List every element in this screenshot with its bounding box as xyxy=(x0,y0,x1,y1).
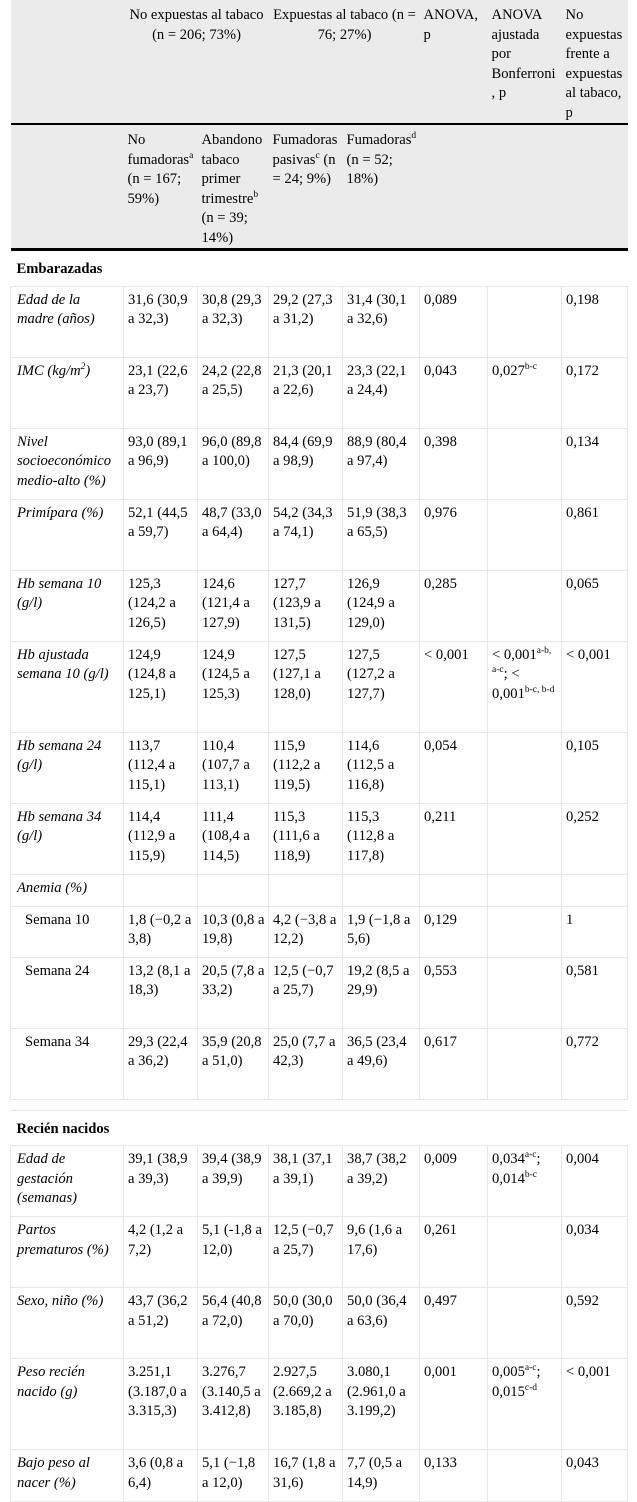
row-label: Edad de la madre (años) xyxy=(11,286,124,357)
cell-bonf: 0,027$^{b-c}$ xyxy=(488,357,562,428)
section-row xyxy=(11,250,628,287)
row-label: Bajo peso al nacer (%) xyxy=(11,1450,124,1502)
row-label: Partos prematuros (%) xyxy=(11,1217,124,1288)
row-label: Hb semana 34 (g/l) xyxy=(11,803,124,874)
table-row xyxy=(11,1217,628,1288)
cell-anova: 0,133 xyxy=(420,1450,488,1502)
cell-anova: 0,497 xyxy=(420,1288,488,1359)
cell-value: 35,9 (20,8 a 51,0) xyxy=(198,1028,269,1099)
row-label: Sexo, niño (%) xyxy=(11,1288,124,1359)
table-row xyxy=(11,641,628,732)
cell-anova: 0,054 xyxy=(420,732,488,803)
table-row xyxy=(11,803,628,874)
header-blank-5 xyxy=(562,124,628,250)
cell-anova: < 0,001 xyxy=(420,641,488,732)
data-table xyxy=(10,0,628,1502)
cell-nv: 0,581 xyxy=(562,957,628,1028)
table-row xyxy=(11,499,628,570)
cell-value: 52,1 (44,5 a 59,7) xyxy=(124,499,198,570)
cell-value: 127,5 (127,2 a 127,7) xyxy=(343,641,420,732)
table-row xyxy=(11,1146,628,1217)
cell-value: 111,4 (108,4 a 114,5) xyxy=(198,803,269,874)
cell-value: 9,6 (1,6 a 17,6) xyxy=(343,1217,420,1288)
cell-value: 126,9 (124,9 a 129,0) xyxy=(343,570,420,641)
cell-value: 31,4 (30,1 a 32,6) xyxy=(343,286,420,357)
cell-nv: 1 xyxy=(562,906,628,957)
header-blank xyxy=(11,0,124,124)
cell-value: 2.927,5 (2.669,2 a 3.185,8) xyxy=(269,1359,343,1450)
cell-value: 36,5 (23,4 a 49,6) xyxy=(343,1028,420,1099)
cell-value: 113,7 (112,4 a 115,1) xyxy=(124,732,198,803)
cell-value: 7,7 (0,5 a 14,9) xyxy=(343,1450,420,1502)
cell-value: 38,7 (38,2 a 39,2) xyxy=(343,1146,420,1217)
cell-value xyxy=(343,874,420,906)
cell-value: 50,0 (30,0 a 70,0) xyxy=(269,1288,343,1359)
cell-value: 20,5 (7,8 a 33,2) xyxy=(198,957,269,1028)
table-row xyxy=(11,1359,628,1450)
cell-anova: 0,089 xyxy=(420,286,488,357)
row-label: IMC $(kg/m^2)$ xyxy=(11,357,124,428)
row-label: Nivel socioeconómico medio-alto (%) xyxy=(11,428,124,499)
cell-value: 115,3 (111,6 a 118,9) xyxy=(269,803,343,874)
cell-value: 125,3 (124,2 a 126,5) xyxy=(124,570,198,641)
cell-value: 39,4 (38,9 a 39,9) xyxy=(198,1146,269,1217)
cell-anova: 0,043 xyxy=(420,357,488,428)
row-label: Semana 34 xyxy=(11,1028,124,1099)
cell-bonf xyxy=(488,1217,562,1288)
header-no-vs-expuestas: No expuestas frente a expuestas al tabaco, p xyxy=(562,0,628,124)
cell-value: 23,1 (22,6 a 23,7) xyxy=(124,357,198,428)
cell-anova: 0,261 xyxy=(420,1217,488,1288)
cell-bonf xyxy=(488,803,562,874)
header-expuestas: Expuestas al tabaco (n = 76; 27%) xyxy=(269,0,420,124)
row-label: Semana 10 xyxy=(11,906,124,957)
cell-bonf xyxy=(488,1288,562,1359)
cell-nv: 0,592 xyxy=(562,1288,628,1359)
table-row xyxy=(11,957,628,1028)
cell-nv: 0,198 xyxy=(562,286,628,357)
table-row xyxy=(11,570,628,641)
cell-value: 1,8 (−0,2 a 3,8) xyxy=(124,906,198,957)
cell-value: 115,9 (112,2 a 119,5) xyxy=(269,732,343,803)
cell-nv: < 0,001 xyxy=(562,1359,628,1450)
cell-value: 5,1 (−1,8 a 12,0) xyxy=(198,1450,269,1502)
cell-value xyxy=(198,874,269,906)
header-fumadoras: Fumadoras$^d$ (n = 52; 18%) xyxy=(343,124,420,250)
cell-value: 3.276,7 (3.140,5 a 3.412,8) xyxy=(198,1359,269,1450)
cell-value: 114,4 (112,9 a 115,9) xyxy=(124,803,198,874)
cell-bonf xyxy=(488,732,562,803)
cell-nv: 0,065 xyxy=(562,570,628,641)
cell-bonf: < $0,001^{a-b, a-c}$; < $0,001^{b-c, b-d}$ xyxy=(488,641,562,732)
header-blank-2 xyxy=(11,124,124,250)
header-anova-bonferroni: ANOVA ajustada por Bonferroni, p xyxy=(488,0,562,124)
header-anova: ANOVA, p xyxy=(420,0,488,124)
cell-bonf xyxy=(488,428,562,499)
cell-value: 114,6 (112,5 a 116,8) xyxy=(343,732,420,803)
cell-nv: 0,034 xyxy=(562,1217,628,1288)
cell-anova: 0,285 xyxy=(420,570,488,641)
row-label: Hb semana 24 (g/l) xyxy=(11,732,124,803)
header-blank-3 xyxy=(420,124,488,250)
cell-value: 31,6 (30,9 a 32,3) xyxy=(124,286,198,357)
cell-value: 12,5 (−0,7 a 25,7) xyxy=(269,957,343,1028)
cell-value: 96,0 (89,8 a 100,0) xyxy=(198,428,269,499)
cell-value: 29,2 (27,3 a 31,2) xyxy=(269,286,343,357)
row-label: Anemia (%) xyxy=(11,874,124,906)
cell-bonf xyxy=(488,957,562,1028)
cell-anova: 0,001 xyxy=(420,1359,488,1450)
cell-bonf xyxy=(488,499,562,570)
cell-value: 16,7 (1,8 a 31,6) xyxy=(269,1450,343,1502)
cell-value: 51,9 (38,3 a 65,5) xyxy=(343,499,420,570)
cell-nv: 0,252 xyxy=(562,803,628,874)
cell-nv: 0,772 xyxy=(562,1028,628,1099)
cell-value: 3,6 (0,8 a 6,4) xyxy=(124,1450,198,1502)
header-pasivas: Fumadoras pasivas$^c$ (n = 24; 9%) xyxy=(269,124,343,250)
cell-value: 93,0 (89,1 a 96,9) xyxy=(124,428,198,499)
cell-bonf xyxy=(488,874,562,906)
cell-value: 43,7 (36,2 a 51,2) xyxy=(124,1288,198,1359)
row-label: Hb semana 10 (g/l) xyxy=(11,570,124,641)
cell-value: 21,3 (20,1 a 22,6) xyxy=(269,357,343,428)
table-row xyxy=(11,1450,628,1502)
cell-value: 30,8 (29,3 a 32,3) xyxy=(198,286,269,357)
cell-anova: 0,398 xyxy=(420,428,488,499)
header-blank-4 xyxy=(488,124,562,250)
cell-anova: 0,553 xyxy=(420,957,488,1028)
header-no-expuestas: No expuestas al tabaco (n = 206; 73%) xyxy=(124,0,269,124)
table-row xyxy=(11,732,628,803)
cell-nv: 0,043 xyxy=(562,1450,628,1502)
cell-value: 23,3 (22,1 a 24,4) xyxy=(343,357,420,428)
cell-value: 3.251,1 (3.187,0 a 3.315,3) xyxy=(124,1359,198,1450)
cell-value: 1,9 (−1,8 a 5,6) xyxy=(343,906,420,957)
cell-value: 5,1 (-1,8 a 12,0) xyxy=(198,1217,269,1288)
cell-bonf: 0,005$^{a-c}$; 0,015$^{c-d}$ xyxy=(488,1359,562,1450)
table-row xyxy=(11,428,628,499)
cell-anova: 0,976 xyxy=(420,499,488,570)
cell-value: 10,3 (0,8 a 19,8) xyxy=(198,906,269,957)
row-label: Hb ajustada semana 10 (g/l) xyxy=(11,641,124,732)
spacer-row xyxy=(11,1099,628,1110)
cell-anova: 0,617 xyxy=(420,1028,488,1099)
cell-value: 124,9 (124,8 a 125,1) xyxy=(124,641,198,732)
cell-value: 3.080,1 (2.961,0 a 3.199,2) xyxy=(343,1359,420,1450)
cell-value: 39,1 (38,9 a 39,3) xyxy=(124,1146,198,1217)
row-label: Peso recién nacido (g) xyxy=(11,1359,124,1450)
cell-nv: 0,172 xyxy=(562,357,628,428)
cell-nv: 0,004 xyxy=(562,1146,628,1217)
cell-value: 54,2 (34,3 a 74,1) xyxy=(269,499,343,570)
section-recien-nacidos: Recién nacidos xyxy=(11,1110,628,1146)
header-row-subgroups xyxy=(11,124,628,250)
cell-bonf xyxy=(488,570,562,641)
cell-value xyxy=(269,874,343,906)
row-label: Edad de gestación (semanas) xyxy=(11,1146,124,1217)
row-label: Primípara (%) xyxy=(11,499,124,570)
cell-bonf: 0,034$^{a-c}$; 0,014$^{b-c}$ xyxy=(488,1146,562,1217)
cell-bonf xyxy=(488,906,562,957)
cell-nv: 0,134 xyxy=(562,428,628,499)
cell-value: 88,9 (80,4 a 97,4) xyxy=(343,428,420,499)
cell-value: 13,2 (8,1 a 18,3) xyxy=(124,957,198,1028)
cell-value: 124,6 (121,4 a 127,9) xyxy=(198,570,269,641)
cell-value: 4,2 (−3,8 a 12,2) xyxy=(269,906,343,957)
cell-bonf xyxy=(488,286,562,357)
table-row xyxy=(11,1028,628,1099)
section-row xyxy=(11,1110,628,1146)
cell-nv: < 0,001 xyxy=(562,641,628,732)
cell-value: 24,2 (22,8 a 25,5) xyxy=(198,357,269,428)
cell-value: 48,7 (33,0 a 64,4) xyxy=(198,499,269,570)
cell-value: 50,0 (36,4 a 63,6) xyxy=(343,1288,420,1359)
cell-bonf xyxy=(488,1450,562,1502)
cell-value: 25,0 (7,7 a 42,3) xyxy=(269,1028,343,1099)
table-row xyxy=(11,874,628,906)
cell-value: 56,4 (40,8 a 72,0) xyxy=(198,1288,269,1359)
cell-nv xyxy=(562,874,628,906)
cell-value: 84,4 (69,9 a 98,9) xyxy=(269,428,343,499)
header-abandono: Abandono tabaco primer trimestre$^b$ (n = 39; 14%) xyxy=(198,124,269,250)
cell-value: 115,3 (112,8 a 117,8) xyxy=(343,803,420,874)
cell-nv: 0,861 xyxy=(562,499,628,570)
cell-nv: 0,105 xyxy=(562,732,628,803)
section-embarazadas: Embarazadas xyxy=(11,250,628,287)
header-row-groups xyxy=(11,0,628,124)
cell-value xyxy=(124,874,198,906)
spacer xyxy=(11,1099,628,1110)
cell-anova xyxy=(420,874,488,906)
cell-value: 110,4 (107,7 a 113,1) xyxy=(198,732,269,803)
cell-value: 19,2 (8,5 a 29,9) xyxy=(343,957,420,1028)
row-label: Semana 24 xyxy=(11,957,124,1028)
table-row xyxy=(11,1288,628,1359)
cell-value: 127,7 (123,9 a 131,5) xyxy=(269,570,343,641)
cell-value: 29,3 (22,4 a 36,2) xyxy=(124,1028,198,1099)
header-no-fumadoras: No fumadoras$^a$ (n = 167; 59%) xyxy=(124,124,198,250)
cell-anova: 0,009 xyxy=(420,1146,488,1217)
table-row xyxy=(11,286,628,357)
table-row xyxy=(11,357,628,428)
cell-anova: 0,129 xyxy=(420,906,488,957)
cell-bonf xyxy=(488,1028,562,1099)
table-row xyxy=(11,906,628,957)
cell-value: 38,1 (37,1 a 39,1) xyxy=(269,1146,343,1217)
cell-value: 127,5 (127,1 a 128,0) xyxy=(269,641,343,732)
cell-anova: 0,211 xyxy=(420,803,488,874)
cell-value: 124,9 (124,5 a 125,3) xyxy=(198,641,269,732)
cell-value: 12,5 (−0,7 a 25,7) xyxy=(269,1217,343,1288)
cell-value: 4,2 (1,2 a 7,2) xyxy=(124,1217,198,1288)
